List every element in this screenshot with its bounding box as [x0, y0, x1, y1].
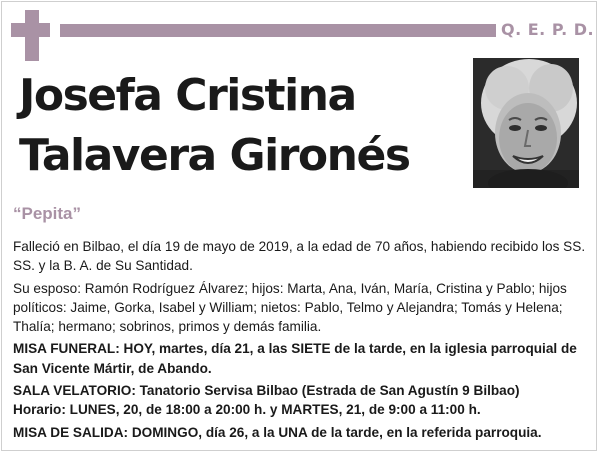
- header-bar: [60, 24, 496, 37]
- death-notice: Falleció en Bilbao, el día 19 de mayo de 2019, a la edad de 70 años, habiendo recibido los SS. SS. y la B. A. de Su Santidad.: [13, 239, 586, 274]
- wake-room-hours: Horario: LUNES, 20, de 18:00 a 20:00 h. y MARTES, 21, de 9:00 a 11:00 h.: [13, 402, 481, 418]
- wake-room: [13, 381, 591, 420]
- departure-mass: MISA DE SALIDA: DOMINGO, día 26, a la UNA de la tarde, en la referida parroquia.: [13, 424, 542, 440]
- qepd-label: Q. E. P. D.: [501, 20, 595, 39]
- name-line-2: Talavera Gironés: [19, 130, 410, 181]
- portrait-photo: [473, 58, 579, 188]
- nickname: “Pepita”: [13, 204, 82, 223]
- wake-room-location: SALA VELATORIO: Tanatorio Servisa Bilbao (Estrada de San Agustín 9 Bilbao): [13, 383, 520, 399]
- deceased-name: [19, 66, 410, 186]
- portrait-image: [473, 58, 579, 188]
- family-list: Su esposo: Ramón Rodríguez Álvarez; hijos: Marta, Ana, Iván, María, Cristina y Pablo; hijos políticos: Jaime, Gorka, Isabel y William; nietos: Pablo, Telmo y Alejandra; Tomás y Helena; Thalía; hermano; sobrinos, primos y demás familia.: [13, 280, 567, 335]
- cross-icon-bar: [11, 23, 50, 37]
- name-line-1: Josefa Cristina: [19, 70, 356, 121]
- obituary-body: [13, 237, 591, 445]
- funeral-mass: MISA FUNERAL: HOY, martes, día 21, a las SIETE de la tarde, en la iglesia parroquial de San Vicente Mártir, de Abando.: [13, 341, 577, 376]
